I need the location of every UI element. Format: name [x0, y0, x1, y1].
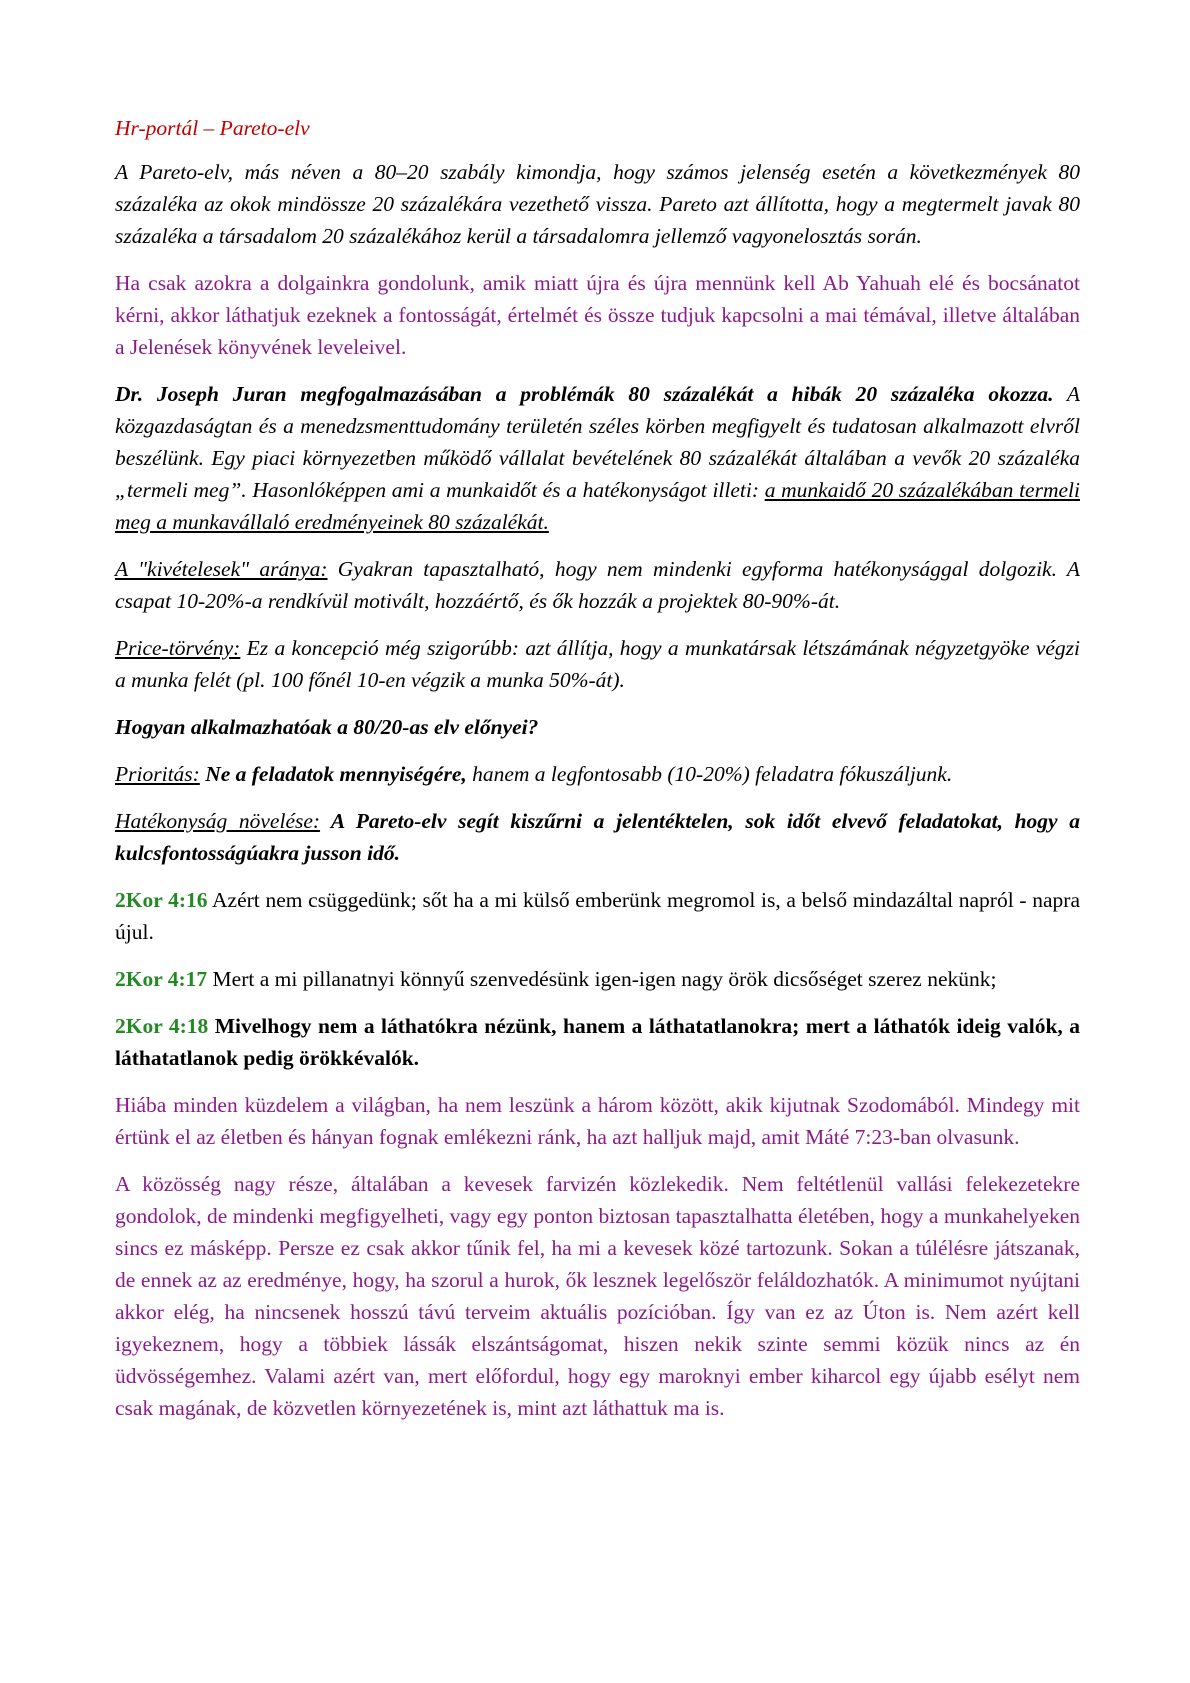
juran-text: A közgazdaságtan és a menedzsmenttudomány területén széles körben megfigyelt és tudatosan alkalmazott elvről beszélünk. Egy piaci környezetben működő vállalat bevételének 80 százalékát általában a vevők 20 százaléka „termeli meg”. Hasonlóképpen ami a munkaidőt és a hatékonyságot illeti: [115, 382, 1080, 502]
verse-text: Azért nem csüggedünk; sőt ha a mi külső emberünk megromol is, a belső mindazáltal napról - napra újul. [115, 888, 1080, 944]
verse-ref: 2Kor 4:18 [115, 1014, 209, 1038]
verse-ref: 2Kor 4:17 [115, 967, 208, 991]
paragraph-price-law [115, 632, 1080, 696]
priority-bold: Ne a feladatok mennyiségére, [199, 762, 467, 786]
paragraph-exceptional-ratio [115, 553, 1080, 617]
verse-ref: 2Kor 4:16 [115, 888, 208, 912]
paragraph-pareto-definition: A Pareto-elv, más néven a 80–20 szabály kimondja, hogy számos jelenség esetén a következmények 80 százaléka az okok mindössze 20 százalékára vezethető vissza. Pareto azt állította, hogy a megtermelt javak 80 százaléka a társadalom 20 százalékához kerül a társadalomra jellemző vagyonelosztás során. [115, 160, 1080, 248]
efficiency-bold: A Pareto-elv segít kiszűrni a jelentéktelen, sok időt elvevő feladatokat, hogy a kulcsfontosságúakra jusson idő. [115, 809, 1080, 865]
efficiency-label: Hatékonyság növelése: [115, 809, 321, 833]
priority-label: Prioritás: [115, 762, 200, 786]
document-page [115, 112, 1080, 1439]
juran-underlined: a munkaidő 20 százalékában termeli meg a munkavállaló eredményeinek 80 százalékát. [115, 478, 1080, 534]
paragraph-priority [115, 758, 1080, 790]
document-title: Hr-portál – Pareto-elv [115, 116, 310, 140]
subheading-application: Hogyan alkalmazhatóak a 80/20-as elv előnyei? [115, 715, 539, 739]
priority-text: hanem a legfontosabb (10-20%) feladatra fókuszáljunk. [466, 762, 953, 786]
paragraph-reflection: Ha csak azokra a dolgainkra gondolunk, amik miatt újra és újra mennünk kell Ab Yahuah elé és bocsánatot kérni, akkor láthatjuk ezeknek a fontosságát, értelmét és össze tudjuk kapcsolni a mai témával, illetve általában a Jelenések könyvének leveleivel. [115, 271, 1080, 359]
paragraph-juran [115, 378, 1080, 538]
exceptional-ratio-text: Gyakran tapasztalható, hogy nem mindenki egyforma hatékonysággal dolgozik. A csapat 10-20%-a rendkívül motivált, hozzáértő, és ők hozzák a projektek 80-90%-át. [115, 557, 1080, 613]
juran-bold-statement: Dr. Joseph Juran megfogalmazásában a problémák 80 százalékát a hibák 20 százaléka okozza. [115, 382, 1054, 406]
paragraph-efficiency [115, 805, 1080, 869]
verse-2kor-4-16 [115, 884, 1080, 948]
paragraph-sodom: Hiába minden küzdelem a világban, ha nem leszünk a három között, akik kijutnak Szodomából. Mindegy mit értünk el az életben és hányan fognak emlékezni ránk, ha azt halljuk majd, amit Máté 7:23-ban olvasunk. [115, 1093, 1080, 1149]
paragraph-community: A közösség nagy része, általában a kevesek farvizén közlekedik. Nem feltétlenül vallási felekezetekre gondolok, de mindenki megfigyelheti, vagy egy ponton biztosan tapasztalhatta életében, hogy a munkahelyeken sincs ez másképp. Persze ez csak akkor tűnik fel, ha mi a kevesek közé tartozunk. Sokan a túlélésre játszanak, de ennek az az eredménye, hogy, ha szorul a hurok, ők lesznek legelőször feláldozhatók. A minimumot nyújtani akkor elég, ha nincsenek hosszú távú terveim aktuális pozícióban. Így van ez az Úton is. Nem azért kell igyekeznem, hogy a többiek lássák elszántságomat, hiszen nekik szinte semmi közük nincs az én üdvösségemhez. Valami azért van, mert előfordul, hogy egy maroknyi ember kiharcol egy újabb esélyt nem csak magának, de közvetlen környezetének is, mint azt láthattuk ma is. [115, 1172, 1080, 1420]
price-law-label: Price-törvény: [115, 636, 241, 660]
exceptional-ratio-label: A "kivételesek" aránya: [115, 557, 328, 581]
price-law-text: Ez a koncepció még szigorúbb: azt állítja, hogy a munkatársak létszámának négyzetgyöke végzi a munka felét (pl. 100 főnél 10-en végzik a munka 50%-át). [115, 636, 1080, 692]
verse-text: Mert a mi pillanatnyi könnyű szenvedésünk igen-igen nagy örök dicsőséget szerez nekünk; [207, 967, 997, 991]
verse-text: Mivelhogy nem a láthatókra nézünk, hanem a láthatatlanokra; mert a láthatók ideig valók, a láthatatlanok pedig örökkévalók. [115, 1014, 1080, 1070]
verse-2kor-4-18 [115, 1010, 1080, 1074]
verse-2kor-4-17 [115, 963, 1080, 995]
